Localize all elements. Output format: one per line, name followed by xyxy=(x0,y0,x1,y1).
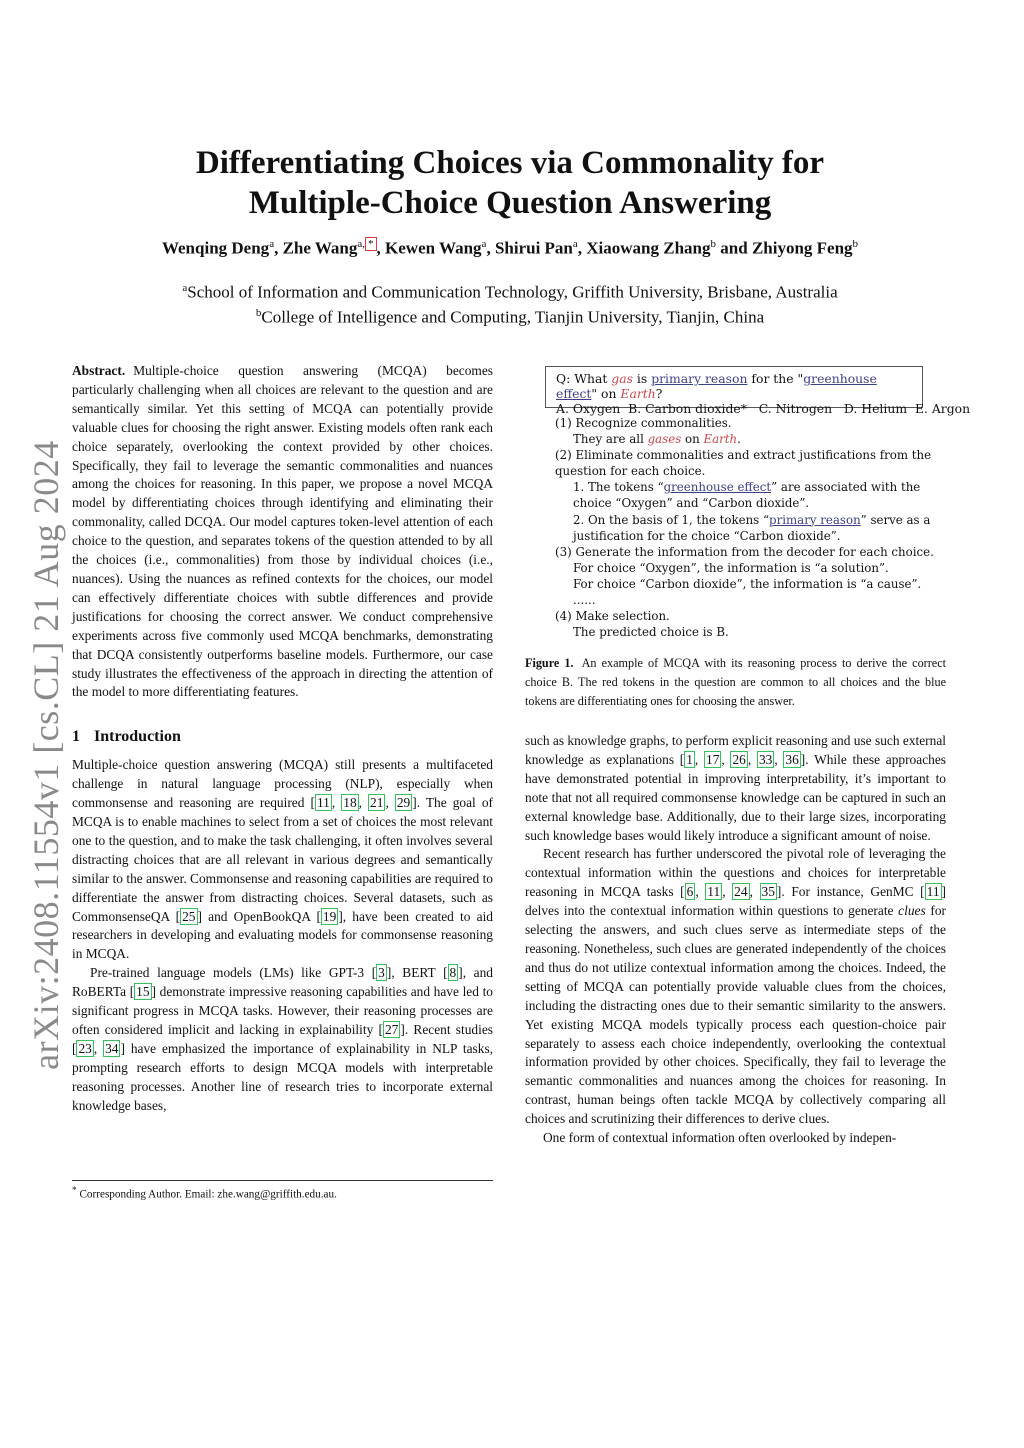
text-run: ] have emphasized the importance of explainability in NLP tasks, prompting research efforts to design MCQA models with interpretable reasoning processes. Another line of research tries to incorporate external knowledge bases, xyxy=(72,1040,494,1113)
abstract xyxy=(72,362,493,702)
arxiv-stamp xyxy=(26,440,66,1070)
text-run: ]. For instance, GenMC [ xyxy=(776,884,925,900)
author: Zhiyong Feng xyxy=(751,238,853,258)
citation-link[interactable]: 18 xyxy=(343,795,357,811)
title-line-1: Differentiating Choices via Commonality for xyxy=(195,145,825,181)
author-sup: b xyxy=(710,238,717,250)
citation-link[interactable]: 34 xyxy=(105,1040,119,1056)
text-run: Multiple-choice question answering (MCQA) still presents a multifaceted challenge in natural language processing (NLP), especially when commonsense and reasoning are required [ xyxy=(72,757,493,811)
step-2-item-1 xyxy=(555,479,935,511)
affiliation-text: College of Intelligence and Computing, Tianjin University, Tianjin, China xyxy=(261,307,765,327)
citation-link[interactable]: 33 xyxy=(758,751,773,767)
step-4: (4) Make selection. xyxy=(555,609,670,624)
citation-link[interactable]: 29 xyxy=(396,795,411,811)
citation-link[interactable]: 11 xyxy=(316,795,330,811)
text-run: They are all xyxy=(573,432,648,447)
title-line-2: Multiple-Choice Question Answering xyxy=(248,185,772,221)
figure-question xyxy=(556,371,912,401)
text-run: ], BERT [ xyxy=(386,965,448,981)
author-sup: a, xyxy=(357,238,366,250)
section-heading xyxy=(72,728,493,746)
common-token: Earth xyxy=(703,432,738,447)
citation-link[interactable]: 35 xyxy=(761,884,775,900)
arxiv-stamp-text: arXiv:2408.11554v1 [cs.CL] 21 Aug 2024 xyxy=(26,440,66,1070)
text-run: ? xyxy=(655,386,663,401)
affiliation-sup: b xyxy=(255,306,262,319)
author-sup: b xyxy=(852,238,859,250)
figure-reasoning-steps xyxy=(555,415,935,640)
author: Shirui Pan xyxy=(494,238,573,258)
right-paragraph-3: One form of contextual information often overlooked by indepen- xyxy=(543,1130,897,1146)
differentiating-token: primary reason xyxy=(651,371,748,386)
abstract-text: Multiple-choice question answering (MCQA) becomes particularly challenging when all choices are relevant to the question and are semantically similar. Yet this setting of MCQA can potentially provide valuable clues for choosing the right answer. Existing models often rank each choice separately, overlooking the context provided by other choices. Specifically, they fail to leverage the semantic commonalities and nuances among the choices for reasoning. In this paper, we propose a novel MCQA model by differentiating choices through identifying and eliminating their commonality, called DCQA. Our model captures token-level attention of each choice to the question, and separates tokens of the question attended to by all the choices (i.e., commonalities) from those by individual choices (i.e., nuances). Using the nuances as refined contexts for the choices, our model can effectively differentiate choices with subtle differences and provide justifications for choosing the correct answer. We conduct comprehensive experiments across five commonly used MCQA benchmarks, demonstrating that DCQA consistently outperforms baseline models. Furthermore, our case study illustrates the effectiveness of the approach in directing the attention of the model to more differentiating features. xyxy=(72,363,493,700)
corresponding-link[interactable]: * xyxy=(365,237,377,251)
text-run: ], and RoBERTa [ xyxy=(72,965,493,1000)
step-3-detail: For choice “Oxygen”, the information is “a solution”. xyxy=(573,560,889,575)
affiliation-sup: a xyxy=(182,282,188,294)
step-4-detail: The predicted choice is B. xyxy=(573,625,729,640)
intro-paragraph-1: Multiple-choice question answering (MCQA) still presents a multifaceted challenge in natural language processing (NLP), especially when commonsense and reasoning are required [ 11 , 18 , 21 , 29 ]. The goal of MCQA is to enable machines to select from a set of choices the most relevant one to the question, and to make the task challenging, it often involves several distracting choices that are all relevant in various degrees and semantically similar to the answer. Commonsense and reasoning capabilities are required to differentiate the answer from distracting choices. Several datasets, such as CommonsenseQA [ 25 ] and OpenBookQA [ 19 ], have been created to aid researchers in developing and evaluating models for commonsense reasoning in MCQA. xyxy=(72,757,494,962)
differentiating-token: primary reason xyxy=(769,512,861,527)
right-paragraph-2: Recent research has further underscored the pivotal role of leveraging the contextual information within the questions and choices for interpretable reasoning in MCQA tasks [ 6 , 11 , 24 , 35 ]. For instance, GenMC [ 11 ] delves into the contextual information within questions to generate clues for selecting the answers, and such clues serve as intermediate steps of the reasoning. Nonetheless, such clues are generated independently of the choices and thus do not utilize contextual information among the choices. Indeed, the setting of MCQA can potentially provide valuable clues from the choices, including the distracting ones due to their semantic similarity to the answers. Yet existing MCQA models typically process each question-choice pair separately to assess each choice independently, overlooking the contextual information provided by other choices. Specifically, they fail to leverage the semantic commonalities and nuances among the choices for reasoning. In contrast, human beings often tackle MCQA by collectively comparing all choices and scrutinizing their differences to derive clues. xyxy=(525,846,946,1127)
differentiating-token: greenhouse effect xyxy=(556,371,877,401)
author: Xiaowang Zhang xyxy=(586,238,711,258)
text-run: for selecting the answers, and such clues serve as intermediate steps of the reasoning. Nonetheless, such clues are generated independently of the choices and thus do not utilize contextual information among the choices. Indeed, the setting of MCQA can potentially provide valuable clues from the choices, including the distracting ones due to their semantic similarity to the answers. Yet existing MCQA models typically process each question-choice pair separately to assess each choice independently, overlooking the contextual information provided by other choices. Specifically, they fail to leverage the semantic commonalities and nuances among the choices for reasoning. In contrast, human beings often tackle MCQA by collectively comparing all choices and scrutinizing their differences to derive clues. xyxy=(525,903,946,1127)
citation-link[interactable]: 11 xyxy=(926,884,940,900)
affiliation-text: School of Information and Communication Technology, Griffith University, Brisbane, Australia xyxy=(187,282,838,302)
text-run: ” serve as a justification for the choice “Carbon dioxide”. xyxy=(573,512,931,543)
step-3-ellipsis: ...... xyxy=(573,593,596,608)
step-1: (1) Recognize commonalities. xyxy=(555,416,732,430)
figure-question-box xyxy=(545,366,971,416)
author-sup: a xyxy=(269,238,275,250)
text-run: ], have been created to aid researchers in developing and evaluating models for commonsense reasoning in MCQA. xyxy=(72,908,494,962)
citation-link[interactable]: 19 xyxy=(322,908,337,924)
affiliation-a xyxy=(60,278,960,303)
step-3-detail: For choice “Carbon dioxide”, the information is “a cause”. xyxy=(573,576,922,591)
author-list: Wenqing Deng$^a$, Zhe Wang$^{a,}$ * , Kewen Wang$^a$, Shirui Pan$^a$, Xiaowang Zhang$^b$ and Zhiyong Feng$^b$ xyxy=(161,238,859,258)
text-run: Q: What xyxy=(556,371,612,386)
citation-link[interactable]: 25 xyxy=(182,908,196,924)
footnote xyxy=(72,1186,502,1201)
step-2-item-2 xyxy=(555,512,935,544)
text-run: 1. The tokens “ xyxy=(573,480,664,495)
footnote-text: Corresponding Author. Email: zhe.wang@griffith.edu.au. xyxy=(79,1188,337,1201)
section-number: 1 xyxy=(72,728,80,746)
citation-link[interactable]: 8 xyxy=(449,965,457,981)
citation-link[interactable]: 24 xyxy=(734,884,748,900)
affiliation-b xyxy=(60,303,960,328)
emphasis: clues xyxy=(898,903,926,919)
step-1-detail xyxy=(555,431,935,447)
abstract-label: Abstract. xyxy=(72,363,126,378)
text-run: is xyxy=(632,371,652,386)
citation-link[interactable]: 36 xyxy=(785,751,799,767)
author: Kewen Wang xyxy=(385,238,482,258)
paper-title xyxy=(100,143,920,223)
citation-link[interactable]: 17 xyxy=(706,751,720,767)
intro-paragraph-2: Pre-trained language models (LMs) like GPT-3 [ 3 ], BERT [ 8 ], and RoBERTa [ 15 ] demonstrate impressive reasoning capabilities and have led to significant progress in MCQA tasks. However, their reasoning processes are often considered implicit and lacking in explainability [ 27 ]. Recent studies [ 23 , 34 ] have emphasized the importance of explainability in NLP tasks, prompting research efforts to design MCQA models with interpretable reasoning processes. Another line of research tries to incorporate external knowledge bases, xyxy=(72,965,494,1113)
step-2: (2) Eliminate commonalities and extract justifications from the question for each choice. xyxy=(555,448,932,479)
citation-link[interactable]: 11 xyxy=(707,884,721,900)
footnote-mark: * xyxy=(72,1186,77,1196)
text-run: such as knowledge graphs, to perform explicit reasoning and use such external knowledge as explanations [ xyxy=(525,733,946,767)
text-run: ] delves into the contextual information within questions to generate xyxy=(525,884,946,919)
text-run: Pre-trained language models (LMs) like GPT-3 [ xyxy=(90,965,377,981)
text-run: on xyxy=(681,432,704,447)
affiliations xyxy=(60,278,960,327)
figure-caption xyxy=(525,654,946,711)
text-run: ]. While these approaches have demonstrated potential in improving interpretability, it’s important to note that not all required commonsense knowledge can be captured in such an external knowledge base. Additionally, due to their large sizes, incorporating such knowledge bases would likely introduce a significant amount of noise. xyxy=(525,751,946,843)
citation-link[interactable]: 23 xyxy=(78,1040,92,1056)
differentiating-token: greenhouse effect xyxy=(663,480,772,495)
author: Zhe Wang xyxy=(282,238,358,258)
caption-text: An example of MCQA with its reasoning process to derive the correct choice B. The red tokens in the question are common to all choices and the blue tokens are differentiating ones for choosing the answer. xyxy=(525,656,946,708)
text-run: ] and OpenBookQA [ xyxy=(197,908,321,924)
common-token: gas xyxy=(611,371,633,386)
footnote-divider xyxy=(72,1180,493,1181)
citation-link[interactable]: 27 xyxy=(384,1022,399,1037)
common-token: gases xyxy=(647,432,682,447)
citation-link[interactable]: 26 xyxy=(732,751,746,767)
text-run: " on xyxy=(591,386,621,401)
caption-label: Figure 1. xyxy=(525,656,574,670)
citation-link[interactable]: 21 xyxy=(370,795,384,811)
left-column xyxy=(72,362,493,1116)
figure-choices: A. Oxygen B. Carbon dioxide* C. Nitrogen D. Helium E. Argon xyxy=(556,401,971,416)
author: Wenqing Deng xyxy=(161,238,270,258)
text-run: ]. Recent studies [ xyxy=(72,1022,493,1056)
citation-link[interactable]: 6 xyxy=(686,884,694,900)
author-sup: a xyxy=(481,238,487,250)
common-token: Earth xyxy=(620,386,656,401)
citation-link[interactable]: 3 xyxy=(378,965,385,981)
step-3: (3) Generate the information from the decoder for each choice. xyxy=(555,544,934,559)
author-sup: a xyxy=(572,238,578,250)
text-run: for the " xyxy=(747,371,804,386)
citation-link[interactable]: 15 xyxy=(136,984,150,1000)
text-run: Recent research has further underscored the pivotal role of leveraging the contextual information within the questions and choices for interpretable reasoning in MCQA tasks [ xyxy=(525,846,946,900)
right-column xyxy=(525,732,946,1148)
right-paragraph-1: such as knowledge graphs, to perform explicit reasoning and use such external knowledge as explanations [ 1 , 17 , 26 , 33 , 36 ]. While these approaches have demonstrated potential in improving interpretability, it’s important to note that not all required commonsense knowledge can be captured in such an external knowledge base. Additionally, due to their large sizes, incorporating such knowledge bases would likely introduce a significant amount of noise. xyxy=(525,733,946,843)
text-run: 2. On the basis of 1, the tokens “ xyxy=(573,512,770,527)
section-title: Introduction xyxy=(94,728,181,746)
text-run: ” are associated with the choice “Oxygen” and “Carbon dioxide”. xyxy=(573,480,921,511)
citation-link[interactable]: 1 xyxy=(686,751,693,767)
text-run: ] demonstrate impressive reasoning capabilities and have led to significant progress in MCQA tasks. However, their reasoning processes are often considered implicit and lacking in explainability [ xyxy=(72,984,494,1037)
text-run: ]. The goal of MCQA is to enable machines to select from a set of choices the most relevant one to the question, and to make the task challenging, it often involves several distracting choices that are all relevant in various degrees and semantically similar to the answer. Commonsense and reasoning capabilities are required to differentiate the answer from distracting choices. Several datasets, such as CommonsenseQA [ xyxy=(72,795,493,924)
text-run: . xyxy=(737,432,741,447)
